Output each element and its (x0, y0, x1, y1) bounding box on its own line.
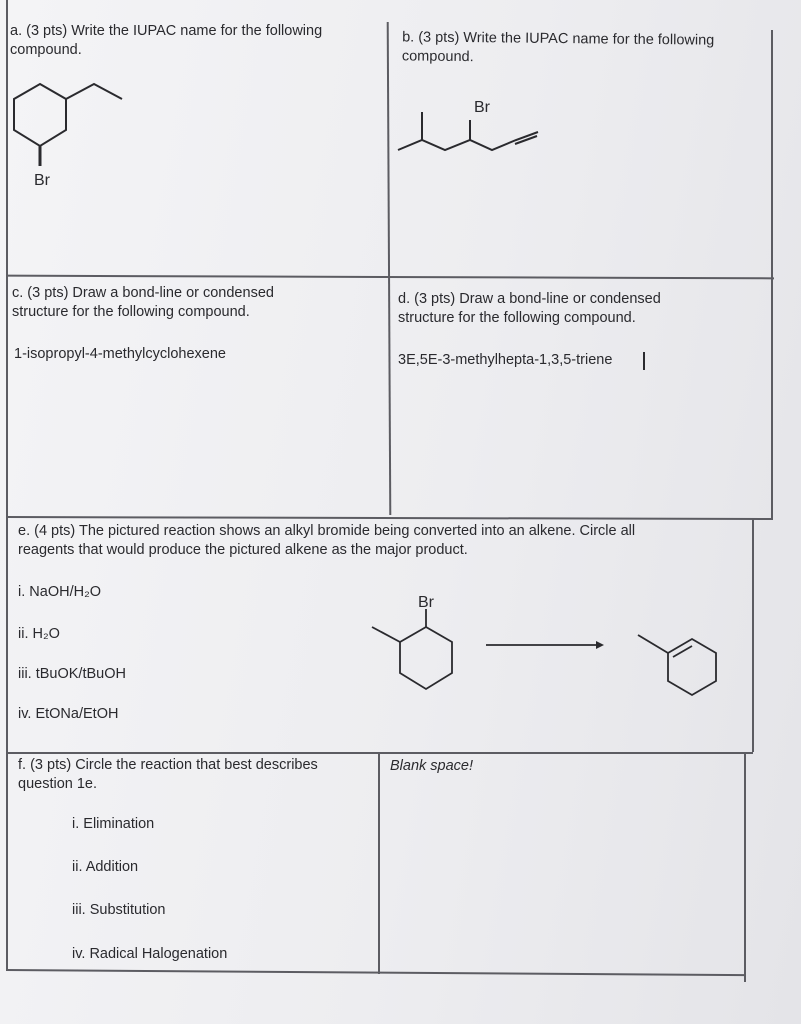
question-d-line1: d. (3 pts) Draw a bond-line or condensed (398, 291, 661, 307)
question-c-prompt (12, 284, 274, 322)
question-c-line2: structure for the following compound. (12, 304, 250, 320)
divider-horizontal-4 (6, 969, 746, 976)
molecule-a (0, 70, 180, 200)
reaction-type-option-2[interactable]: ii. Addition (72, 859, 139, 875)
reaction-type-option-3[interactable]: iii. Substitution (72, 902, 166, 918)
question-e-line2: reagents that would produce the pictured alkene as the major product. (18, 542, 468, 558)
question-f-line2: question 1e. (18, 776, 98, 792)
question-b-line1: b. (3 pts) Write the IUPAC name for the following (402, 29, 715, 49)
molecule-a-br-label: Br (34, 172, 50, 189)
question-a-prompt (10, 22, 322, 60)
molecule-b (390, 88, 570, 178)
reagent-option-2[interactable]: ii. H₂O (18, 626, 60, 642)
question-b-line2: compound. (401, 48, 474, 66)
reaction-br-label: Br (418, 594, 434, 611)
reaction-type-option-1[interactable]: i. Elimination (72, 816, 155, 832)
reaction-scheme (360, 585, 740, 710)
text-cursor (643, 352, 645, 370)
divider-horizontal-3 (6, 752, 753, 754)
reagent-option-1[interactable]: i. NaOH/H₂O (18, 584, 101, 600)
reagent-option-4[interactable]: iv. EtONa/EtOH (18, 706, 119, 722)
question-d-prompt (398, 290, 661, 328)
question-e-line1: e. (4 pts) The pictured reaction shows an alkyl bromide being converted into an alkene. Circle all (18, 523, 636, 539)
question-d-line2: structure for the following compound. (398, 310, 636, 326)
question-c-line1: c. (3 pts) Draw a bond-line or condensed (12, 285, 274, 301)
question-a-line1: a. (3 pts) Write the IUPAC name for the following (10, 23, 323, 39)
question-e-prompt (18, 522, 635, 560)
question-f-line1: f. (3 pts) Circle the reaction that best describes (18, 757, 318, 773)
question-b-prompt (402, 28, 715, 69)
divider-right-edge (771, 30, 773, 520)
question-a-line2: compound. (10, 42, 82, 58)
divider-right-bottom (744, 752, 746, 982)
question-c-compound: 1-isopropyl-4-methylcyclohexene (14, 346, 226, 362)
divider-right-lower (752, 518, 754, 752)
divider-vertical-bottom (378, 752, 380, 974)
question-f-prompt (18, 756, 318, 794)
reaction-type-option-4[interactable]: iv. Radical Halogenation (72, 946, 228, 962)
question-d-compound: 3E,5E-3-methylhepta-1,3,5-triene (398, 352, 613, 368)
reagent-option-3[interactable]: iii. tBuOK/tBuOH (18, 666, 126, 682)
divider-horizontal-2 (6, 516, 772, 520)
molecule-b-br-label: Br (474, 99, 490, 116)
divider-horizontal-1 (6, 275, 774, 279)
blank-space-label: Blank space! (390, 758, 474, 774)
